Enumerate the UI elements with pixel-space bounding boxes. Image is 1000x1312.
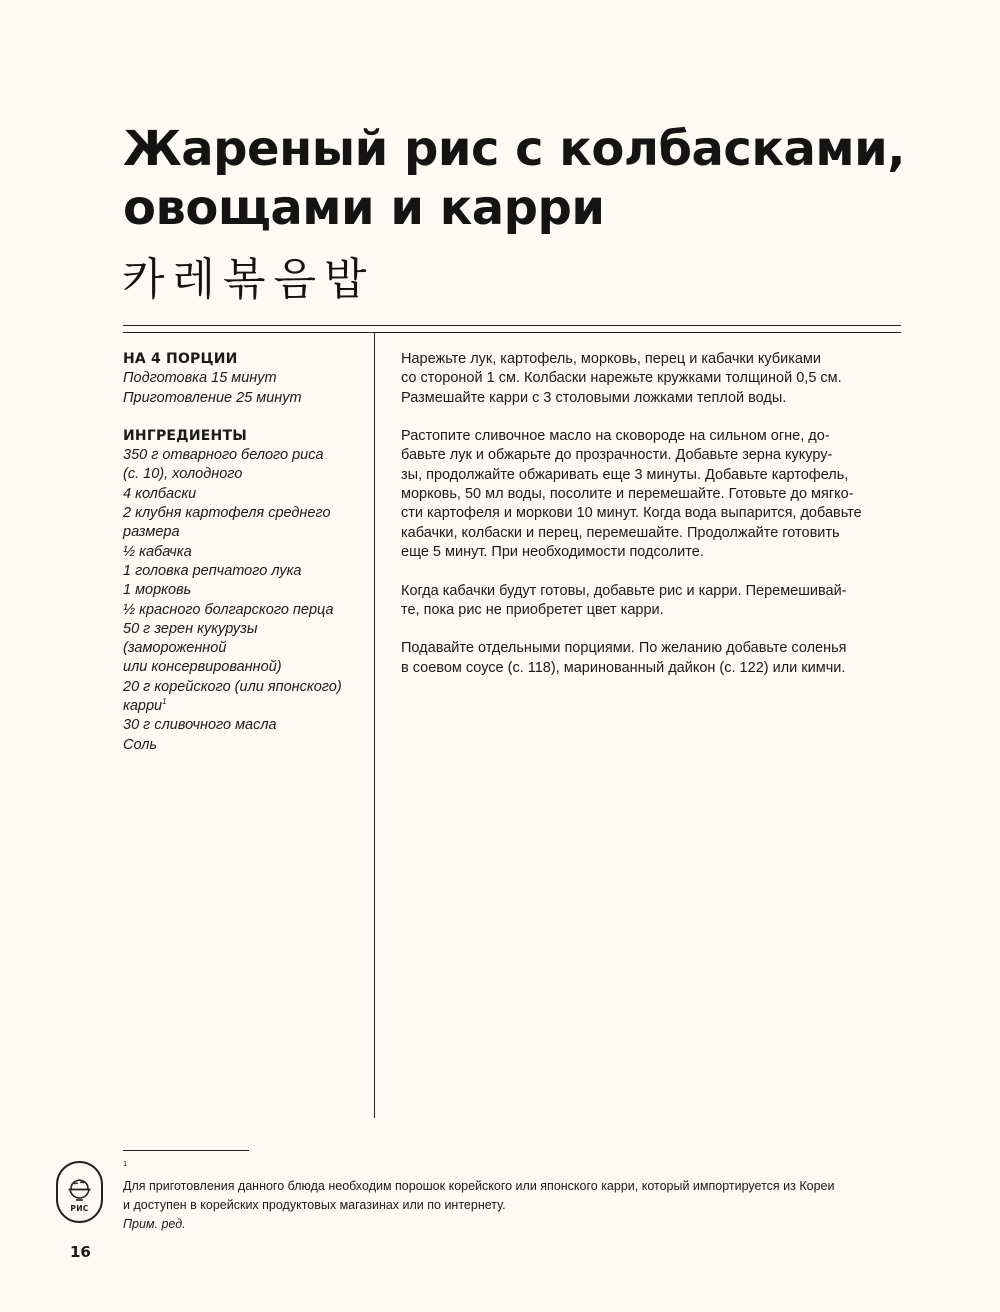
ingredient-text: 4 колбаски	[123, 485, 197, 502]
instruction-paragraph-2	[401, 427, 911, 562]
ingredient-text: 50 г зерен кукурузы	[123, 620, 258, 637]
footnote-text-2: и доступен в корейских продуктовых магазинах или по интернету.	[123, 1198, 506, 1212]
instruction-line: зы, продолжайте обжаривать еще 3 минуты. Добавьте картофель,	[401, 466, 849, 483]
ingredients-column	[123, 350, 368, 755]
instruction-line: Когда кабачки будут готовы, добавьте рис и карри. Перемешивай-	[401, 582, 847, 599]
instruction-paragraph-3	[401, 582, 911, 621]
ingredient-text: 350 г отварного белого риса	[123, 447, 324, 464]
instruction-line: те, пока рис не приобретет цвет карри.	[401, 601, 664, 618]
instruction-line: бавьте лук и обжарьте до прозрачности. Добавьте зерна кукуру-	[401, 447, 833, 464]
section-badge	[56, 1161, 103, 1223]
ingredient-item	[123, 601, 368, 620]
instruction-line: Нарежьте лук, картофель, морковь, перец и кабачки кубиками	[401, 351, 821, 367]
rice-bowl-icon	[67, 1176, 92, 1202]
prep-time: Подготовка 15 минут	[123, 370, 277, 387]
ingredients-section	[123, 427, 368, 755]
korean-title: 카레볶음밥	[122, 254, 375, 305]
ingredient-text: 1 морковь	[123, 582, 192, 599]
ingredient-item	[123, 504, 368, 543]
ingredient-item	[123, 581, 368, 600]
header-rule-top	[123, 325, 901, 326]
ingredient-item	[123, 620, 368, 678]
footnote-line-1	[123, 1158, 913, 1196]
instruction-line: еще 5 минут. При необходимости подсолите.	[401, 543, 704, 560]
instruction-line: Растопите сливочное масло на сковороде на сильном огне, до-	[401, 428, 830, 445]
ingredient-text: Соль	[123, 736, 158, 753]
footnote-mark: 1	[123, 1158, 128, 1168]
ingredient-text: 20 г корейского (или японского)	[123, 678, 342, 695]
badge-label: РИС	[70, 1204, 89, 1213]
footnote-line-2	[123, 1196, 913, 1234]
instruction-line: кабачки, колбаски и перец, перемешайте. Продолжайте готовить	[401, 524, 840, 541]
page-number: 16	[70, 1243, 91, 1261]
instruction-paragraph-4	[401, 639, 911, 678]
ingredient-text: 2 клубня картофеля среднего	[123, 505, 331, 522]
portions-heading: НА 4 ПОРЦИИ	[123, 351, 238, 367]
ingredient-text-continued: размера	[123, 524, 180, 541]
ingredient-text: ½ красного болгарского перца	[123, 601, 334, 618]
recipe-title	[123, 120, 943, 238]
ingredient-text: 30 г сливочного масла	[123, 717, 277, 734]
ingredient-item	[123, 562, 368, 581]
ingredient-item	[123, 736, 368, 755]
ingredient-item	[123, 716, 368, 735]
instruction-line: со стороной 1 см. Колбаски нарежьте кружками толщиной 0,5 см.	[401, 370, 842, 387]
ingredient-text-continued	[123, 697, 368, 716]
instruction-line: сти картофеля и моркови 10 минут. Когда вода выпарится, добавьте	[401, 505, 862, 522]
instruction-line: в соевом соусе (с. 118), маринованный дайкон (с. 122) или кимчи.	[401, 659, 846, 676]
ingredients-heading: ИНГРЕДИЕНТЫ	[123, 427, 247, 444]
editor-note: Прим. ред.	[123, 1217, 186, 1231]
instructions-column	[401, 350, 911, 697]
recipe-title-line-1: Жареный рис с колбасками,	[123, 121, 905, 177]
ingredient-text-continued: (с. 10), холодного	[123, 466, 243, 483]
instruction-paragraph-1	[401, 350, 911, 408]
column-divider	[374, 332, 375, 1118]
ingredient-item	[123, 446, 368, 485]
ingredient-item	[123, 678, 368, 717]
footnote	[123, 1158, 913, 1234]
footnote-reference: 1	[162, 697, 167, 707]
recipe-title-line-2: овощами и карри	[123, 180, 605, 236]
ingredient-text-continued: или консервированной)	[123, 659, 282, 676]
ingredient-item	[123, 543, 368, 562]
cook-time: Приготовление 25 минут	[123, 389, 302, 406]
footnote-rule	[123, 1150, 249, 1151]
ingredient-text: 1 головка репчатого лука	[123, 562, 302, 579]
instruction-line: Подавайте отдельными порциями. По желанию добавьте соленья	[401, 640, 847, 657]
ingredient-item	[123, 485, 368, 504]
instruction-line: Размешайте карри с 3 столовыми ложками теплой воды.	[401, 389, 787, 406]
ingredient-text: ½ кабачка	[123, 543, 192, 560]
ingredient-text-curry: карри	[123, 698, 163, 715]
header-rule-bottom	[123, 332, 901, 333]
ingredient-text-continued: (замороженной	[123, 640, 227, 657]
footnote-text-1: Для приготовления данного блюда необходим порошок корейского или японского карри, который импортируется из Кореи	[123, 1179, 835, 1193]
instruction-line: морковь, 50 мл воды, посолите и перемешайте. Готовьте до мягко-	[401, 486, 854, 503]
